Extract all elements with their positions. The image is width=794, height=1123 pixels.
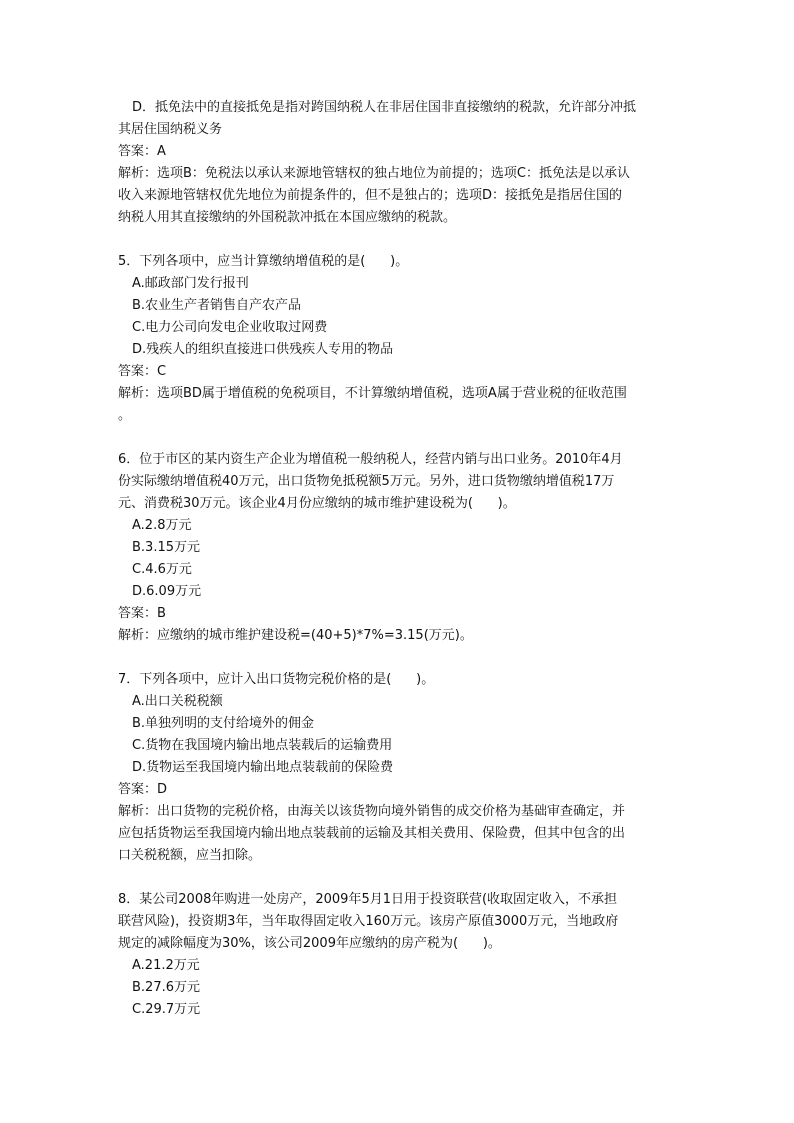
analysis-line-1: 解析：选项B：免税法以承认来源地管辖权的独占地位为前提的；选项C：抵免法是以承认 (118, 166, 630, 181)
option-a: A.出口关税税额 (132, 694, 223, 709)
option-d-line-2: 其居住国纳税义务 (118, 122, 223, 137)
question-4-tail (118, 97, 682, 229)
option-c: C.电力公司向发电企业收取过网费 (132, 320, 328, 335)
analysis-line-1: 解析：出口货物的完税价格，由海关以该货物向境外销售的成交价格为基础审查确定，并 (118, 804, 626, 819)
analysis-line-3: 纳税人用其直接缴纳的外国税款冲抵在本国应缴纳的税款。 (118, 210, 457, 225)
question-text-line-3: 规定的减除幅度为30%，该公司2009年应缴纳的房产税为( )。 (118, 936, 501, 951)
question-text-line-2: 联营风险)，投资期3年，当年取得固定收入160万元。该房产原值3000万元，当地政府 (118, 914, 619, 929)
option-d: D.货物运至我国境内输出地点装载前的保险费 (132, 760, 394, 775)
analysis-line-2: 收入来源地管辖权优先地位为前提条件的，但不是独占的；选项D：接抵免是指居住国的 (118, 188, 623, 203)
question-text-line-1: 6．位于市区的某内资生产企业为增值税一般纳税人，经营内销与出口业务。2010年4月 (118, 452, 623, 467)
question-text-line-2: 份实际缴纳增值税40万元，出口货物免抵税额5万元。另外，进口货物缴纳增值税17万 (118, 474, 615, 489)
question-7 (118, 669, 682, 867)
question-text: 5．下列各项中，应当计算缴纳增值税的是( )。 (118, 254, 409, 269)
analysis-line-1: 解析：选项BD属于增值税的免税项目，不计算缴纳增值税，选项A属于营业税的征收范围 (118, 386, 627, 401)
answer: 答案：B (118, 606, 166, 621)
question-text-line-3: 元、消费税30万元。该企业4月份应缴纳的城市维护建设税为( )。 (118, 496, 516, 511)
spacer (118, 867, 682, 889)
option-b: B.27.6万元 (132, 980, 200, 995)
option-d: D.6.09万元 (132, 584, 202, 599)
option-a: A.21.2万元 (132, 958, 200, 973)
option-d: D.残疾人的组织直接进口供残疾人专用的物品 (132, 342, 394, 357)
option-c: C.货物在我国境内输出地点装载后的运输费用 (132, 738, 393, 753)
spacer (118, 427, 682, 449)
question-8 (118, 889, 682, 1021)
option-b: B.单独列明的支付给境外的佣金 (132, 716, 315, 731)
analysis-line-3: 口关税税额，应当扣除。 (118, 848, 262, 863)
analysis-line-1: 解析：应缴纳的城市维护建设税=(40+5)*7%=3.15(万元)。 (118, 628, 473, 643)
question-6 (118, 449, 682, 647)
answer: 答案：C (118, 364, 167, 379)
option-a: A.邮政部门发行报刊 (132, 276, 249, 291)
analysis-line-2: 。 (118, 408, 132, 423)
option-b: B.农业生产者销售自产农产品 (132, 298, 302, 313)
analysis-line-2: 应包括货物运至我国境内输出地点装载前的运输及其相关费用、保险费，但其中包含的出 (118, 826, 626, 841)
document-content (118, 97, 682, 1021)
option-b: B.3.15万元 (132, 540, 200, 555)
question-5 (118, 251, 682, 427)
option-c: C.4.6万元 (132, 562, 192, 577)
option-d-line-1: D．抵免法中的直接抵免是指对跨国纳税人在非居住国非直接缴纳的税款，允许部分冲抵 (132, 100, 637, 115)
answer: 答案：D (118, 782, 168, 797)
question-text-line-1: 8．某公司2008年购进一处房产，2009年5月1日用于投资联营(收取固定收入，不承担 (118, 892, 618, 907)
spacer (118, 647, 682, 669)
question-text: 7．下列各项中，应计入出口货物完税价格的是( )。 (118, 672, 435, 687)
option-a: A.2.8万元 (132, 518, 192, 533)
option-c: C.29.7万元 (132, 1002, 201, 1017)
answer: 答案：A (118, 144, 166, 159)
spacer (118, 229, 682, 251)
